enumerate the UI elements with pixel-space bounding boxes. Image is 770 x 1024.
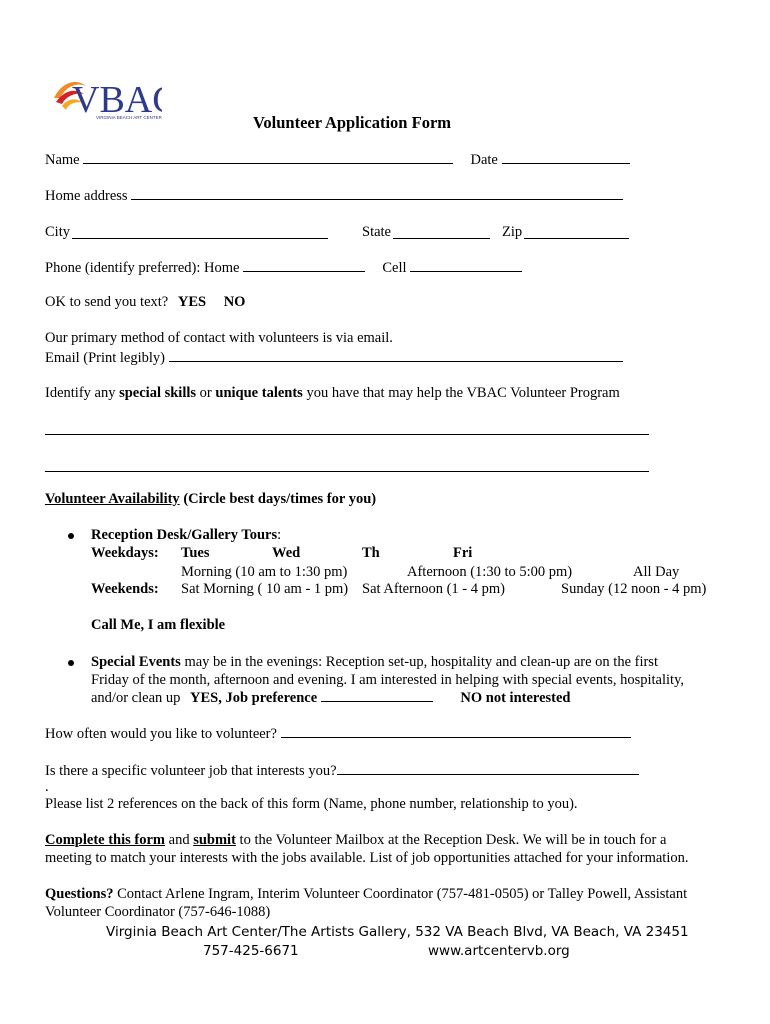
day-wed[interactable]: Wed bbox=[272, 545, 301, 561]
ok-text-label: OK to send you text? bbox=[45, 294, 169, 310]
reception-row bbox=[91, 527, 281, 544]
city-label: City bbox=[45, 224, 70, 240]
special-events-line-3 bbox=[91, 689, 571, 707]
skills-special: special skills bbox=[119, 385, 197, 401]
phone-cell-label: Cell bbox=[382, 260, 407, 276]
questions-text-1: Contact Arlene Ingram, Interim Volunteer Coordinator (757-481-0505) or Talley Powell, Assistant bbox=[113, 886, 688, 902]
questions-label: Questions? bbox=[45, 886, 114, 902]
complete-line-1 bbox=[45, 832, 666, 849]
references-note: Please list 2 references on the back of this form (Name, phone number, relationship to you). bbox=[45, 796, 578, 812]
ok-text-yes[interactable]: YES bbox=[177, 294, 207, 310]
complete-text-1: to the Volunteer Mailbox at the Reception Desk. We will be in touch for a bbox=[235, 832, 667, 848]
name-row bbox=[45, 151, 630, 169]
how-often-field[interactable] bbox=[281, 725, 631, 738]
questions-line-2: Volunteer Coordinator (757-646-1088) bbox=[45, 904, 271, 920]
state-field[interactable] bbox=[393, 238, 490, 239]
questions-line-1 bbox=[45, 886, 687, 903]
ok-text-no[interactable]: NO bbox=[223, 294, 246, 310]
complete-label: Complete this form bbox=[45, 832, 166, 848]
zip-label: Zip bbox=[502, 224, 523, 240]
submit-label: submit bbox=[193, 832, 236, 848]
special-events-line-2: Friday of the month, afternoon and evening. I am interested in helping with special events, hospitality, bbox=[91, 672, 685, 688]
phone-home-field[interactable] bbox=[243, 259, 365, 272]
specific-job-row bbox=[45, 762, 639, 780]
special-events-no[interactable]: NO not interested bbox=[460, 690, 571, 706]
home-address-field[interactable] bbox=[131, 187, 623, 200]
special-events-line-1 bbox=[91, 654, 658, 671]
vbac-logo-mark bbox=[52, 72, 162, 122]
skills-text-2: or bbox=[196, 385, 216, 401]
weekday-all-day[interactable]: All Day bbox=[633, 564, 680, 580]
skills-unique: unique talents bbox=[215, 385, 303, 401]
bullet-icon bbox=[68, 660, 74, 666]
skills-line-1[interactable] bbox=[45, 434, 649, 435]
email-row bbox=[45, 349, 623, 367]
email-field[interactable] bbox=[169, 349, 623, 362]
skills-prompt bbox=[45, 385, 620, 402]
page-title: Volunteer Application Form bbox=[253, 113, 452, 132]
complete-and: and bbox=[165, 832, 194, 848]
day-th[interactable]: Th bbox=[362, 545, 380, 561]
reception-colon: : bbox=[277, 527, 282, 543]
svg-text:VBAC: VBA bbox=[72, 79, 153, 121]
weekend-sat-afternoon[interactable]: Sat Afternoon (1 - 4 pm) bbox=[362, 581, 505, 597]
contact-note: Our primary method of contact with volunteers is via email. bbox=[45, 330, 393, 346]
state-label: State bbox=[362, 224, 391, 240]
special-events-text-1: may be in the evenings: Reception set-up, hospitality and clean-up are on the first bbox=[180, 654, 658, 670]
how-often-row bbox=[45, 725, 631, 743]
footer-address: Virginia Beach Art Center/The Artists Gallery, 532 VA Beach Blvd, VA Beach, VA 23451 bbox=[106, 924, 689, 940]
phone-cell-field[interactable] bbox=[410, 259, 522, 272]
complete-line-2: meeting to match your interests with the jobs available. List of job opportunities attached for your information. bbox=[45, 850, 689, 866]
address-row bbox=[45, 187, 623, 205]
weekday-afternoon[interactable]: Afternoon (1:30 to 5:00 pm) bbox=[407, 564, 573, 580]
day-fri[interactable]: Fri bbox=[453, 545, 473, 561]
skills-line-2[interactable] bbox=[45, 471, 649, 472]
city-field[interactable] bbox=[72, 238, 328, 239]
vbac-logo bbox=[52, 72, 162, 127]
phone-row bbox=[45, 259, 522, 277]
job-preference-field[interactable] bbox=[321, 689, 433, 702]
date-field[interactable] bbox=[502, 151, 630, 164]
flexible-option[interactable]: Call Me, I am flexible bbox=[91, 617, 226, 633]
name-label: Name bbox=[45, 152, 80, 168]
weekdays-label: Weekdays: bbox=[91, 545, 159, 561]
home-address-label: Home address bbox=[45, 188, 128, 204]
date-label: Date bbox=[470, 152, 498, 168]
special-events-yes[interactable]: YES, Job preference bbox=[190, 690, 318, 706]
weekends-label: Weekends: bbox=[91, 581, 159, 597]
how-often-label: How often would you like to volunteer? bbox=[45, 726, 277, 742]
skills-text-3: you have that may help the VBAC Volunteer Program bbox=[302, 385, 620, 401]
special-events-label: Special Events bbox=[91, 654, 181, 670]
skills-text-1: Identify any bbox=[45, 385, 120, 401]
name-field[interactable] bbox=[83, 151, 453, 164]
svg-text:VIRGINIA BEACH ART CENTER: VIRGINIA BEACH ART CENTER bbox=[96, 115, 162, 120]
availability-note: (Circle best days/times for you) bbox=[179, 491, 377, 507]
bullet-icon bbox=[68, 533, 74, 539]
footer-website[interactable]: www.artcentervb.org bbox=[428, 943, 570, 959]
specific-job-label: Is there a specific volunteer job that interests you? bbox=[45, 763, 337, 779]
availability-heading: Volunteer Availability bbox=[45, 491, 180, 507]
reception-label: Reception Desk/Gallery Tours bbox=[91, 527, 278, 543]
weekend-sat-morning[interactable]: Sat Morning ( 10 am - 1 pm) bbox=[181, 581, 349, 597]
zip-field[interactable] bbox=[524, 238, 629, 239]
footer-phone: 757-425-6671 bbox=[203, 943, 299, 959]
weekday-morning[interactable]: Morning (10 am to 1:30 pm) bbox=[181, 564, 348, 580]
day-tues[interactable]: Tues bbox=[181, 545, 210, 561]
phone-home-label: Phone (identify preferred): Home bbox=[45, 260, 240, 276]
stray-dot: . bbox=[45, 779, 49, 795]
specific-job-field[interactable] bbox=[337, 762, 639, 775]
special-events-text-3: and/or clean up bbox=[91, 690, 181, 706]
email-label: Email (Print legibly) bbox=[45, 350, 166, 366]
ok-text-row bbox=[45, 294, 245, 311]
availability-heading-row bbox=[45, 491, 376, 508]
weekend-sunday[interactable]: Sunday (12 noon - 4 pm) bbox=[561, 581, 707, 597]
